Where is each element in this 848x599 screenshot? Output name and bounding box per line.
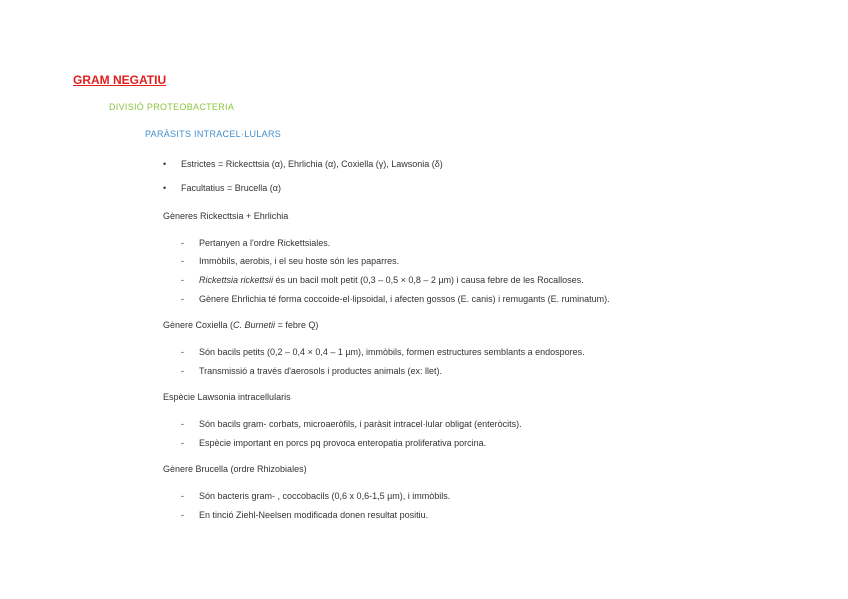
division-heading: DIVISIÓ PROTEOBACTERIA [109, 102, 235, 112]
heading-post: = febre Q) [275, 320, 319, 330]
dash-mark: - [181, 294, 184, 304]
dash-mark: - [181, 510, 184, 520]
bullet-item [0, 183, 848, 197]
bullet-mark: • [163, 183, 167, 193]
dash-mark: - [181, 347, 184, 357]
section-heading: Gèneres Rickecttsia + Ehrlichia [163, 211, 289, 221]
bullet-mark: • [163, 159, 167, 169]
dash-mark: - [181, 256, 184, 266]
page-title: GRAM NEGATIU [73, 73, 167, 87]
dash-mark: - [181, 419, 184, 429]
section-heading: Gènere Brucella (ordre Rhizobiales) [163, 464, 307, 474]
list-item-text: Espècie important en porcs pq provoca enteropatia proliferativa porcina. [199, 438, 487, 448]
section-heading: Espècie Lawsonia intracellularis [163, 392, 291, 402]
list-item-rest: és un bacil molt petit (0,3 – 0,5 × 0,8 – 2 µm) i causa febre de les Rocalloses. [275, 275, 584, 285]
list-item-text: Immòbils, aerobis, i el seu hoste són les paparres. [199, 256, 400, 266]
list-item-text: Transmissió a través d'aerosols i productes animals (ex: llet). [199, 366, 442, 376]
subdivision-heading: PARÀSITS INTRACEL·LULARS [145, 129, 282, 139]
list-item-text: Gènere Ehrlichia té forma coccoide-el·lipsoidal, i afecten gossos (E. canis) i remugants (E. ruminatum). [199, 294, 610, 304]
list-item-text: Són bacils gram- corbats, microaeròfils, i paràsit intracel·lular obligat (enteròcits). [199, 419, 522, 429]
dash-mark: - [181, 491, 184, 501]
dash-mark: - [181, 238, 184, 248]
heading-species: C. Burnetii [233, 320, 276, 330]
bullet-item [0, 159, 848, 173]
dash-mark: - [181, 438, 184, 448]
dash-mark: - [181, 366, 184, 376]
list-item-text: Pertanyen a l'ordre Rickettsiales. [199, 238, 331, 248]
list-item-text: Són bacils petits (0,2 – 0,4 × 0,4 – 1 µm), immòbils, formen estructures semblants a endospores. [199, 347, 585, 357]
bullet-text: Facultatius = Brucella (α) [181, 183, 281, 193]
species-name: Rickettsia rickettsii [199, 275, 274, 285]
heading-pre: Gènere Coxiella ( [163, 320, 234, 330]
dash-mark: - [181, 275, 184, 285]
bullet-text: Estrictes = Rickecttsia (α), Ehrlichia (α), Coxiella (γ), Lawsonia (δ) [181, 159, 443, 169]
list-item-text: Són bacteris gram- , coccobacils (0,6 x 0,6-1,5 µm), i immòbils. [199, 491, 451, 501]
section-heading [163, 320, 318, 330]
list-item-text [199, 275, 584, 285]
list-item-text: En tinció Ziehl-Neelsen modificada donen resultat positiu. [199, 510, 429, 520]
